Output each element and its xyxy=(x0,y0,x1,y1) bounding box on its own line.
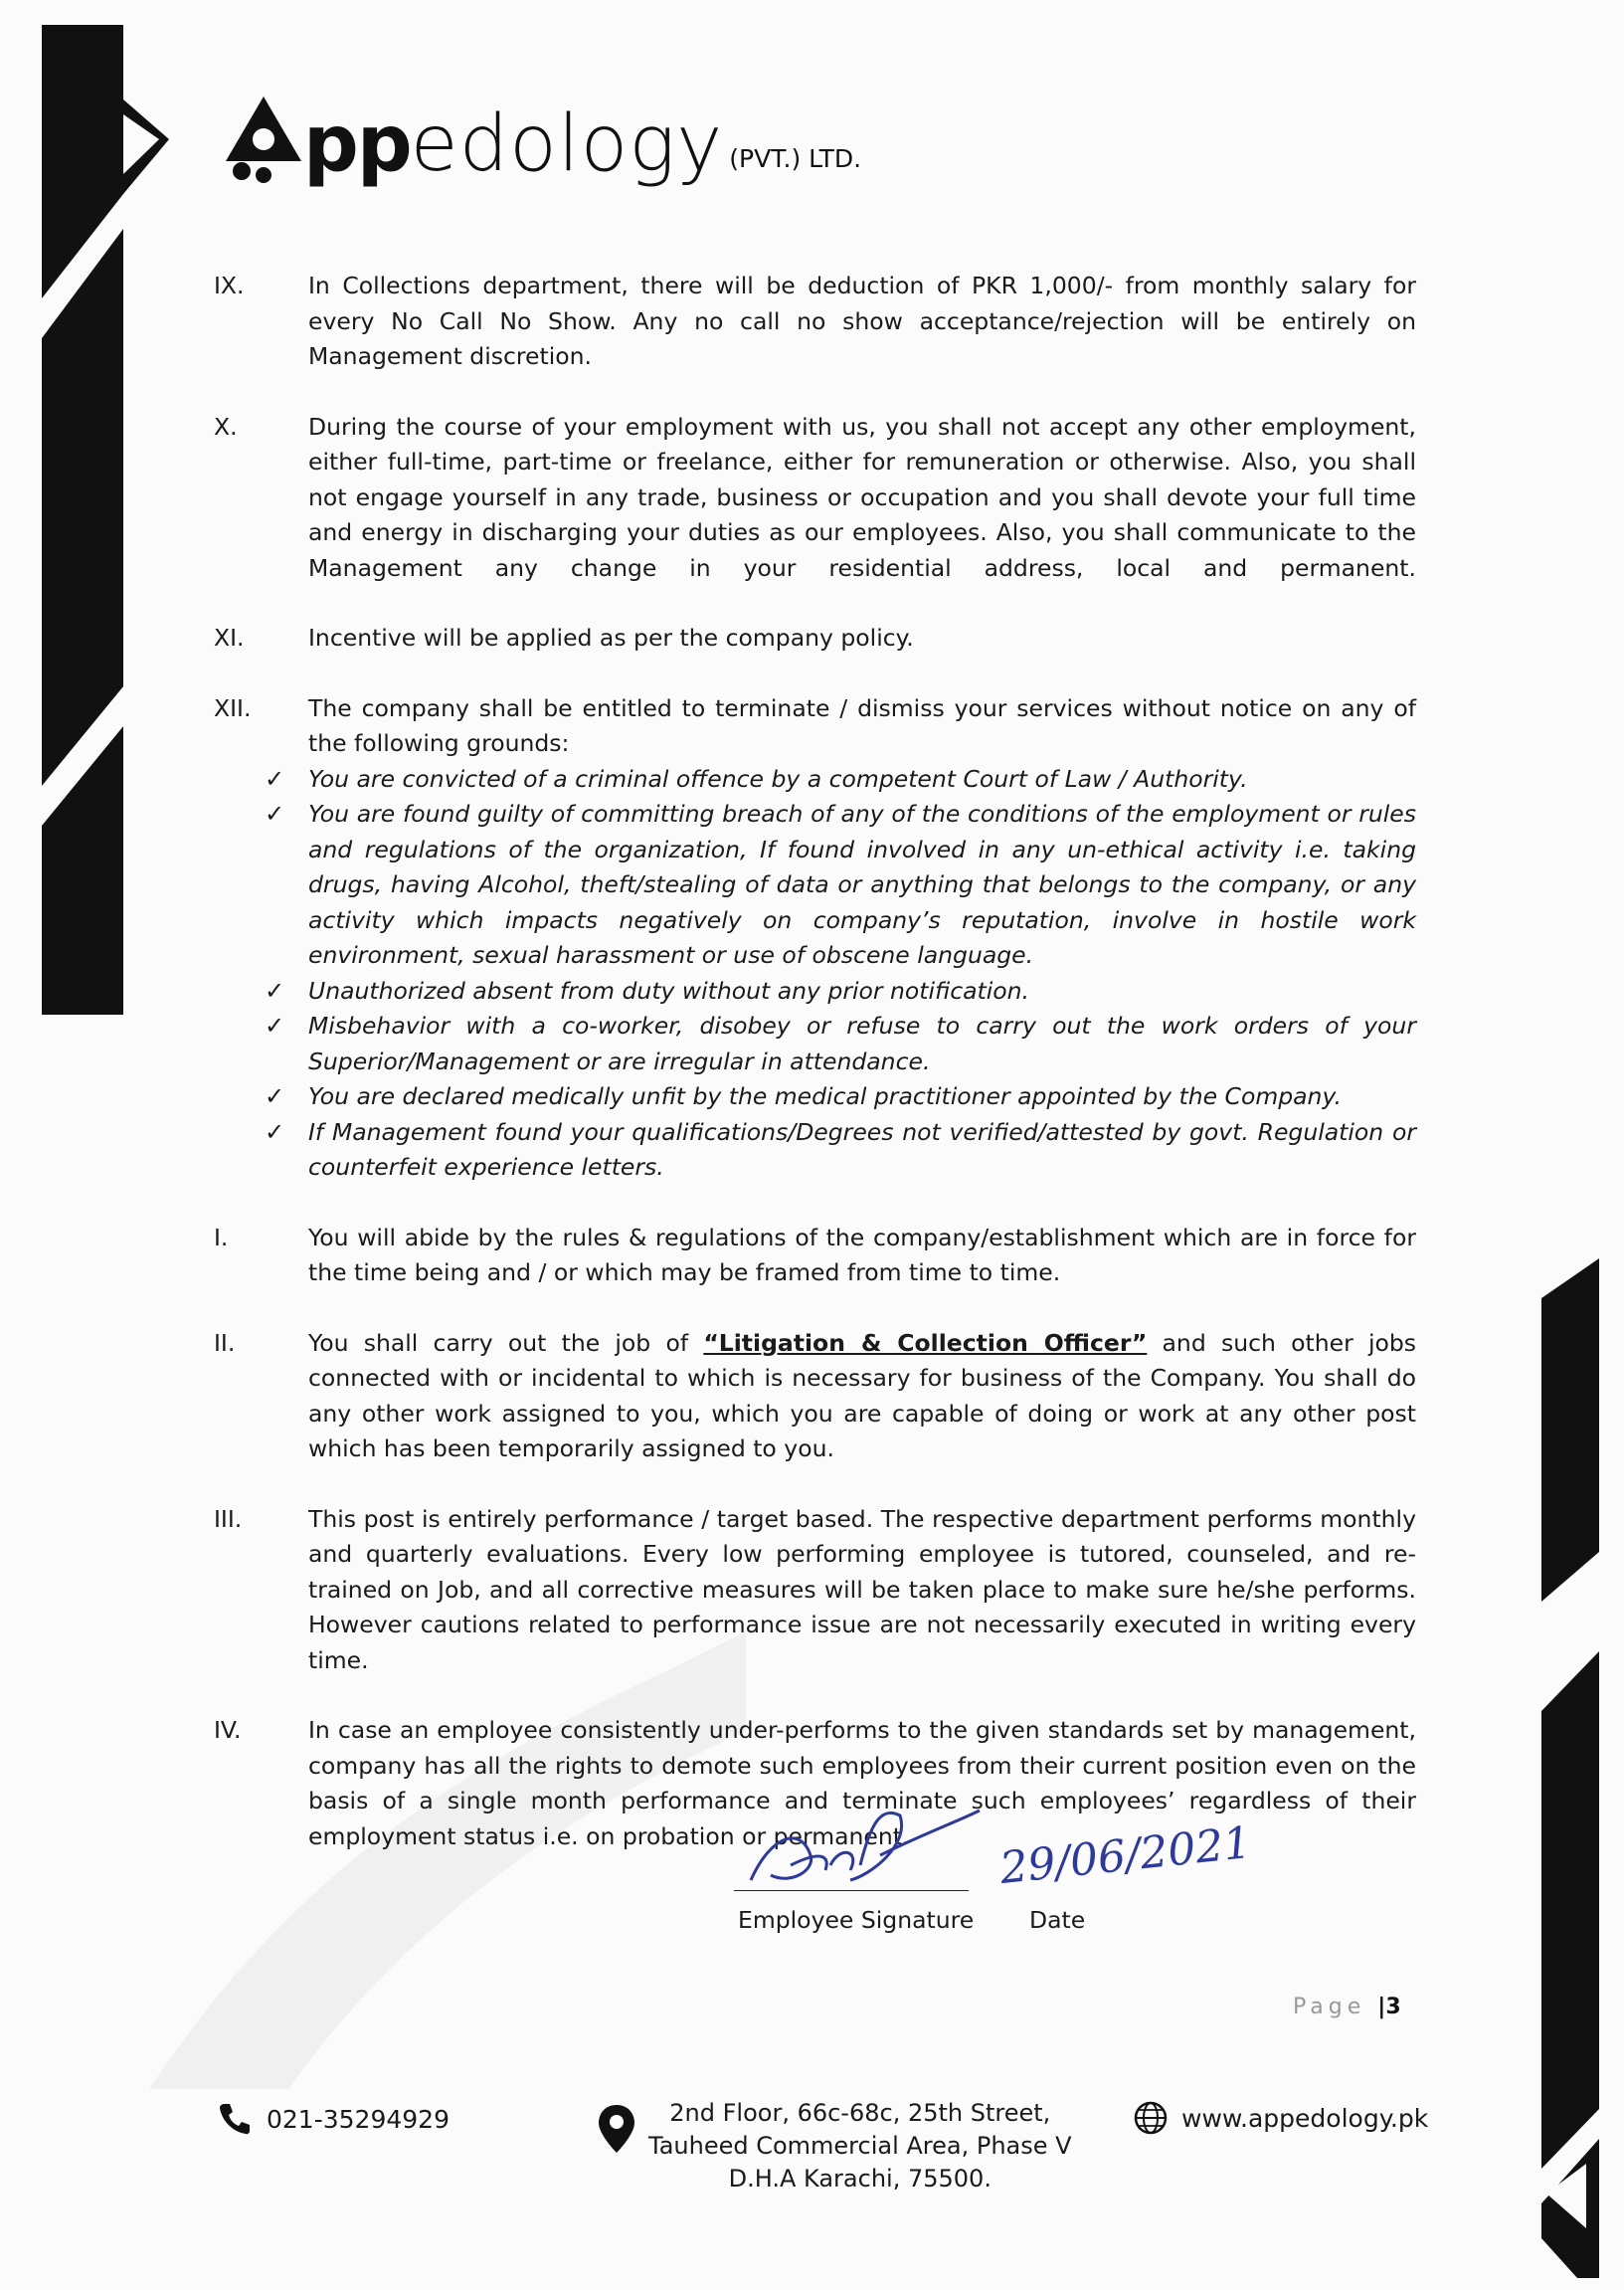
signature-line xyxy=(734,1890,969,1891)
letter-body xyxy=(171,269,1416,1889)
clause-text: The company shall be entitled to terminate / dismiss your services without notice on any of the following grounds: xyxy=(308,693,1416,757)
clause-number: XI. xyxy=(214,624,245,652)
clause-ii xyxy=(171,1326,1416,1467)
clause-text: Incentive will be applied as per the company policy. xyxy=(308,624,914,652)
location-pin-icon xyxy=(597,2103,636,2155)
clause-number: III. xyxy=(214,1504,243,1533)
list-item: ✓ You are found guilty of committing breach of any of the conditions of the employment or rules and regulations of the organization, If found involved in any un-ethical activity i.e. taking drugs, having Alcohol, theft/stealing of data or anything that belongs to the company, or any activity which impacts negatively on company’s reputation, involve in hostile work environment, sexual harassment or use of obscene language. xyxy=(308,797,1416,974)
list-item: ✓ You are convicted of a criminal offence by a competent Court of Law / Authority. xyxy=(308,762,1416,798)
clause-text: This post is entirely performance / target based. The respective department performs monthly and quarterly evaluations. Every low performing employee is tutored, counseled, and re-trained on Job, and all corrective measures will be taken place to make sure he/she performs. However cautions related to performance issue are not necessarily executed in writing every time. xyxy=(308,1504,1416,1674)
date-label: Date xyxy=(1029,1906,1086,1934)
footer-website[interactable]: www.appedology.pk xyxy=(1134,2101,1428,2135)
clause-number: X. xyxy=(214,412,238,441)
right-decor-band xyxy=(1512,1243,1624,2290)
employee-signature xyxy=(731,1796,990,1895)
phone-icon xyxy=(217,2101,253,2137)
clause-xii xyxy=(171,691,1416,1186)
employee-signature-label: Employee Signature xyxy=(738,1906,975,1934)
handwritten-date: 29/06/2021 xyxy=(997,1816,1254,1895)
clause-number: IV. xyxy=(214,1716,242,1744)
footer-phone: 021-35294929 xyxy=(217,2101,450,2137)
clause-number: I. xyxy=(214,1223,229,1251)
brand-rest: edology xyxy=(410,99,724,189)
page-number: Page |3 xyxy=(1293,1995,1401,2019)
list-item: ✓ If Management found your qualifications/Degrees not verified/attested by govt. Regulation or counterfeit experience letters. xyxy=(308,1115,1416,1186)
clause-iii xyxy=(171,1502,1416,1679)
clause-text: You will abide by the rules & regulations of the company/establishment which are in force for the time being and / or which may be framed from time to time. xyxy=(308,1223,1416,1286)
grounds-list xyxy=(265,762,1416,1186)
clause-xi xyxy=(171,621,1416,657)
check-icon: ✓ xyxy=(265,1012,285,1040)
brand-suffix: (PVT.) LTD. xyxy=(729,144,862,173)
check-icon: ✓ xyxy=(265,1082,285,1110)
job-title: “Litigation & Collection Officer” xyxy=(703,1328,1148,1357)
clause-number: IX. xyxy=(214,272,245,299)
check-icon: ✓ xyxy=(265,764,285,793)
clause-i xyxy=(171,1221,1416,1291)
clause-ix xyxy=(171,269,1416,375)
clause-text: You shall carry out the job of “Litigation & Collection Officer” and such other jobs connected with or incidental to which is necessary for business of the Company. You shall do any other work assigned to you, which you are capable of doing or work at any other post which has been temporarily assigned to you. xyxy=(308,1328,1417,1462)
company-logo xyxy=(224,92,862,189)
list-item: ✓ Unauthorized absent from duty without any prior notification. xyxy=(308,974,1416,1010)
logo-mark-icon xyxy=(224,92,303,183)
left-decor-band xyxy=(0,0,179,1054)
list-item: ✓ You are declared medically unfit by the medical practitioner appointed by the Company. xyxy=(308,1079,1416,1115)
clause-x xyxy=(171,410,1416,587)
footer-address: 2nd Floor, 66c-68c, 25th Street, Tauheed Commercial Area, Phase V D.H.A Karachi, 75500. xyxy=(597,2097,1072,2195)
clause-text: During the course of your employment with us, you shall not accept any other employment, either full-time, part-time or freelance, either for remuneration or otherwise. Also, you shall not engage yourself in any trade, business or occupation and you shall devote your full time and energy in discharging your duties as our employees. Also, you shall communicate to the Management any change in your residential address, local and permanent. xyxy=(308,412,1416,582)
clause-number: XII. xyxy=(214,693,252,722)
clause-text: In Collections department, there will be deduction of PKR 1,000/- from monthly salary for every No Call No Show. Any no call no show acceptance/rejection will be entirely on Management discretion. xyxy=(308,272,1416,370)
brand-pp: pp xyxy=(303,99,411,189)
check-icon: ✓ xyxy=(265,1117,285,1146)
clause-number: II. xyxy=(214,1328,236,1357)
check-icon: ✓ xyxy=(265,800,285,828)
globe-icon xyxy=(1134,2101,1168,2135)
clause-text: In case an employee consistently under-performs to the given standards set by management, company has all the rights to demote such employees from their current position even on the basis of a single month performance and terminate such employees’ regardless of their employment status i.e. on probation or permanent. xyxy=(308,1716,1416,1850)
list-item: ✓ Misbehavior with a co-worker, disobey or refuse to carry out the work orders of your Superior/Management or are irregular in attendance. xyxy=(308,1009,1416,1079)
check-icon: ✓ xyxy=(265,976,285,1005)
